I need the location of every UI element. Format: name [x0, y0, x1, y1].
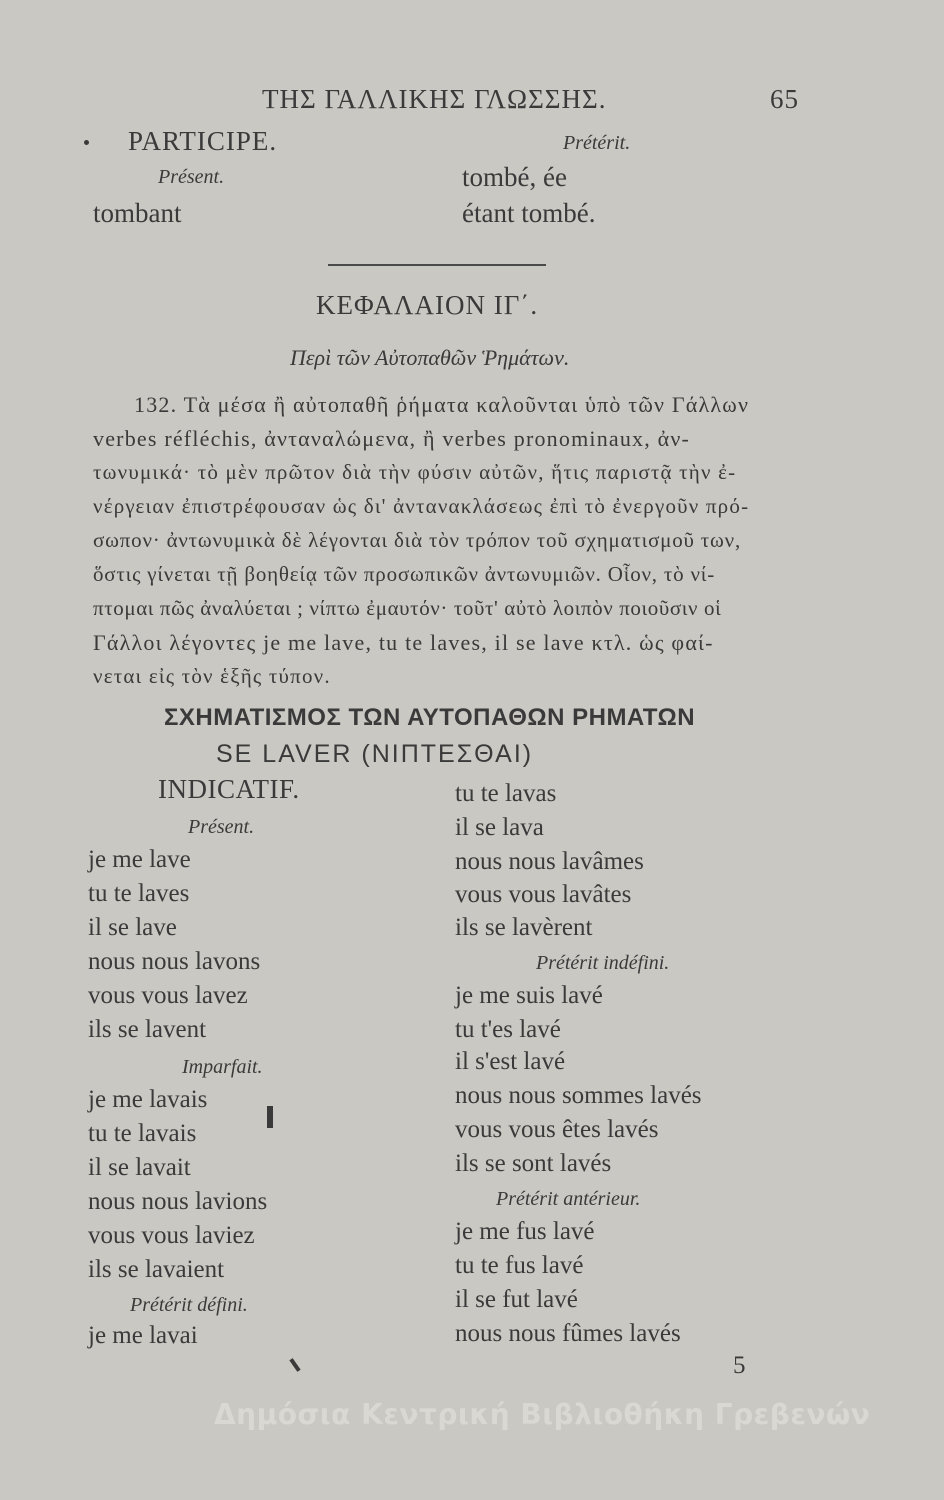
- conjugation-line: nous nous sommes lavés: [455, 1082, 702, 1109]
- signature-mark: 5: [733, 1352, 746, 1379]
- conjugation-line: tu te laves: [88, 880, 190, 907]
- conjugation-line: ils se lavèrent: [455, 914, 593, 941]
- chapter-subtitle: Περὶ τῶν Αὐτοπαθῶν Ῥημάτων.: [290, 345, 570, 370]
- present-form: tombant: [93, 198, 182, 228]
- paragraph-line: νέργειαν ἐπιστρέφουσαν ὡς δι' ἀντανακλάσεως ἐπὶ τὸ ἐνεργοῦν πρό-: [93, 494, 750, 518]
- present-tense-label: Présent.: [188, 816, 255, 838]
- preterit-line-2: étant tombé.: [462, 198, 596, 228]
- imperfect-label: Imparfait.: [182, 1056, 263, 1078]
- conjugation-title: ΣΧΗΜΑΤΙΣΜΟΣ ΤΩΝ ΑΥΤΟΠΑΘΩΝ ΡΗΜΑΤΩΝ: [164, 704, 696, 731]
- conjugation-line: je me lave: [88, 846, 191, 873]
- conjugation-line: vous vous lavez: [88, 982, 248, 1009]
- preterit-defini-label: Prétérit défini.: [130, 1294, 248, 1316]
- conjugation-line: nous nous lavâmes: [455, 848, 644, 875]
- conjugation-line: tu te fus lavé: [455, 1252, 584, 1279]
- conjugation-line: tu t'es lavé: [455, 1016, 561, 1043]
- conjugation-line: je me suis lavé: [455, 982, 603, 1009]
- paragraph-line: 132. Τὰ μέσα ἢ αὐτοπαθῆ ῥήματα καλοῦνται ὑπὸ τῶν Γάλλων: [134, 392, 750, 417]
- preterit-line-1: tombé, ée: [462, 162, 567, 192]
- ink-speck: [289, 1358, 300, 1372]
- paragraph-line: νεται εἰς τὸν ἑξῆς τύπον.: [93, 664, 331, 688]
- present-label: Présent.: [158, 166, 225, 188]
- running-title: ΤΗΣ ΓΑΛΛΙΚΗΣ ΓΛΩΣΣΗΣ.: [262, 84, 607, 114]
- conjugation-line: ils se sont lavés: [455, 1150, 612, 1177]
- ink-speck: [267, 1106, 273, 1128]
- paragraph-line: ὅστις γίνεται τῇ βοηθείᾳ τῶν προσωπικῶν ἀντωνυμιῶν. Οἷον, τὸ νί-: [93, 562, 716, 586]
- conjugation-line: il se lava: [455, 814, 544, 841]
- paragraph-line: τωνυμικά· τὸ μὲν πρῶτον διὰ τὴν φύσιν αὐτῶν, ἥτις παριστᾷ τὴν ἐ-: [93, 460, 737, 484]
- paragraph-line: πτομαι πῶς ἀναλύεται ; νίπτω ἐμαυτόν· τοῦτ' αὐτὸ λοιπὸν ποιοῦσιν οἱ: [93, 596, 722, 620]
- paragraph-line: σωπον· ἀντωνυμικὰ δὲ λέγονται διὰ τὸν τρόπον τοῦ σχηματισμοῦ των,: [93, 528, 741, 552]
- conjugation-line: tu te lavais: [88, 1120, 197, 1147]
- conjugation-verb: SE LAVER (ΝΙΠΤΕΣΘΑΙ): [216, 740, 534, 768]
- conjugation-line: ils se lavent: [88, 1016, 207, 1043]
- chapter-title: ΚΕΦΑΛΑΙΟΝ ΙΓ΄.: [316, 290, 539, 320]
- ink-speck: [84, 140, 89, 145]
- conjugation-line: il se lavait: [88, 1154, 191, 1181]
- conjugation-line: nous nous fûmes lavés: [455, 1320, 681, 1347]
- preterit-indefini-label: Prétérit indéfini.: [536, 952, 670, 974]
- conjugation-line: il s'est lavé: [455, 1048, 566, 1075]
- preterit-anterieur-label: Prétérit antérieur.: [496, 1188, 641, 1210]
- page-number: 65: [770, 84, 799, 114]
- preterit-label: Prétérit.: [563, 132, 631, 154]
- paragraph-line: Γάλλοι λέγοντες je me lave, tu te laves, il se lave κτλ. ὡς φαί-: [93, 630, 714, 655]
- paragraph-line: verbes réfléchis, ἀνταναλώμενα, ἢ verbes pronominaux, ἀν-: [93, 426, 691, 451]
- conjugation-line: vous vous lavâtes: [455, 881, 632, 908]
- conjugation-line: je me lavai: [88, 1322, 198, 1349]
- conjugation-line: je me lavais: [88, 1086, 208, 1113]
- participle-heading: PARTICIPE.: [128, 126, 278, 156]
- conjugation-line: vous vous êtes lavés: [455, 1116, 659, 1143]
- library-watermark: Δημόσια Κεντρική Βιβλιοθήκη Γρεβενών: [214, 1398, 871, 1431]
- conjugation-line: vous vous laviez: [88, 1222, 255, 1249]
- conjugation-line: je me fus lavé: [455, 1218, 595, 1245]
- conjugation-line: tu te lavas: [455, 780, 557, 807]
- mood-heading: INDICATIF.: [158, 774, 300, 804]
- conjugation-line: nous nous lavons: [88, 948, 261, 975]
- conjugation-line: il se fut lavé: [455, 1286, 578, 1313]
- section-divider: [328, 264, 546, 266]
- conjugation-line: ils se lavaient: [88, 1256, 225, 1283]
- conjugation-line: il se lave: [88, 914, 177, 941]
- conjugation-line: nous nous lavions: [88, 1188, 268, 1215]
